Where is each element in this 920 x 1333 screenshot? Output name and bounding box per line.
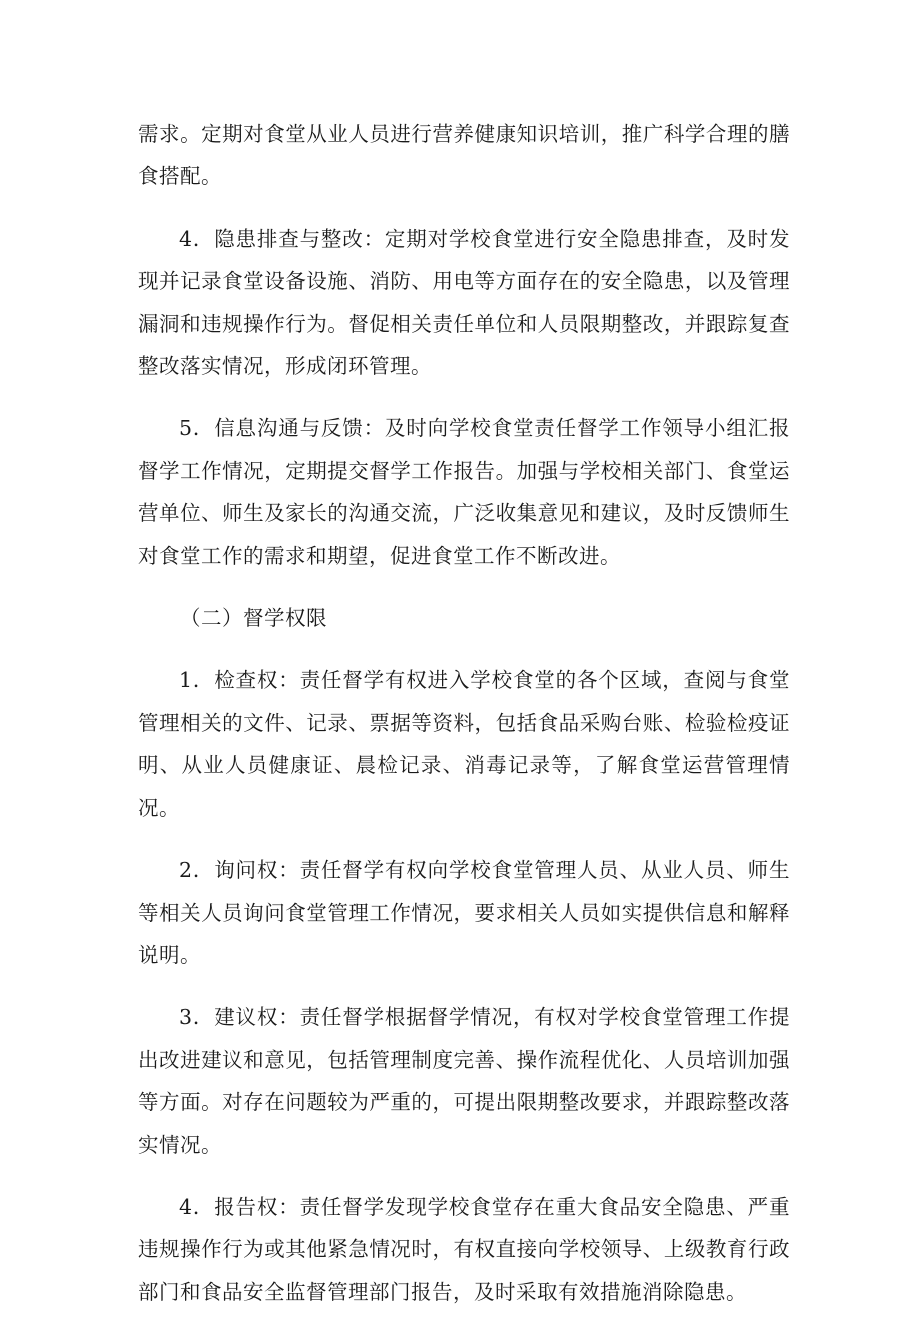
paragraph-communication-feedback: 5．信息沟通与反馈：及时向学校食堂责任督学工作领导小组汇报督学工作情况，定期提交督学工作报告。加强与学校相关部门、食堂运营单位、师生及家长的沟通交流，广泛收集意见和建议，及时反馈师生对食堂工作的需求和期望，促进食堂工作不断改进。 <box>138 416 790 568</box>
document-page <box>138 113 790 1333</box>
paragraph-hazard-inspection: 4．隐患排查与整改：定期对学校食堂进行安全隐患排查，及时发现并记录食堂设备设施、消防、用电等方面存在的安全隐患，以及管理漏洞和违规操作行为。督促相关责任单位和人员限期整改，并跟踪复查整改落实情况，形成闭环管理。 <box>138 226 790 379</box>
paragraph-inspection-right: 1．检查权：责任督学有权进入学校食堂的各个区域，查阅与食堂管理相关的文件、记录、票据等资料，包括食品采购台账、检验检疫证明、从业人员健康证、晨检记录、消毒记录等，了解食堂运营管理情况。 <box>138 668 790 820</box>
paragraph-report-right: 4．报告权：责任督学发现学校食堂存在重大食品安全隐患、严重违规操作行为或其他紧急情况时，有权直接向学校领导、上级教育行政部门和食品安全监督管理部门报告，及时采取有效措施消除隐患。 <box>138 1194 790 1304</box>
paragraph-inquiry-right: 2．询问权：责任督学有权向学校食堂管理人员、从业人员、师生等相关人员询问食堂管理工作情况，要求相关人员如实提供信息和解释说明。 <box>138 858 790 967</box>
paragraph-continued: 需求。定期对食堂从业人员进行营养健康知识培训，推广科学合理的膳食搭配。 <box>138 122 790 189</box>
paragraph-suggestion-right: 3．建议权：责任督学根据督学情况，有权对学校食堂管理工作提出改进建议和意见，包括管理制度完善、操作流程优化、人员培训加强等方面。对存在问题较为严重的，可提出限期整改要求，并跟踪整改落实情况。 <box>138 1005 790 1157</box>
section-heading: （二）督学权限 <box>180 606 327 631</box>
